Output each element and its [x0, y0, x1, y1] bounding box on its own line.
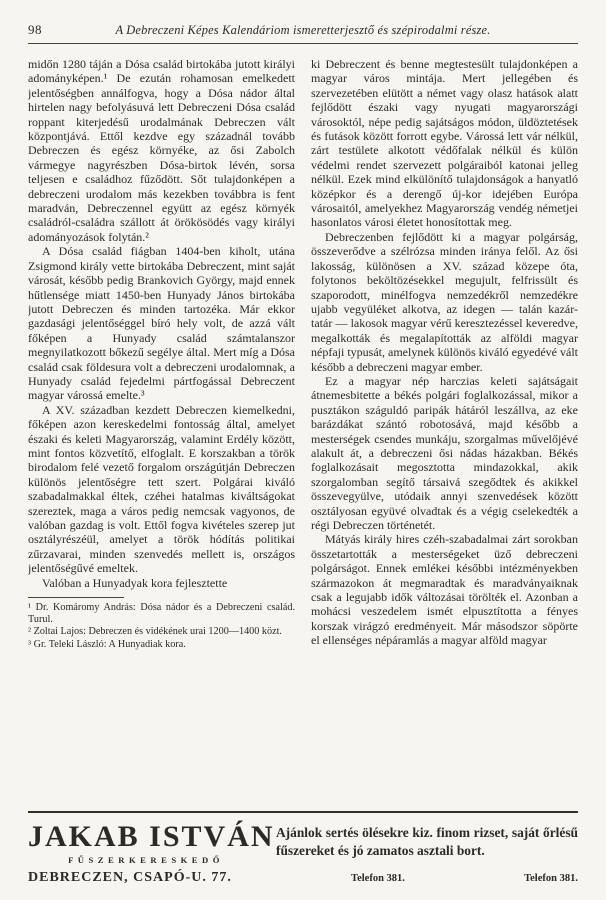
text-columns [28, 57, 578, 802]
paragraph: Valóban a Hunyadyak kora fejlesztette [42, 575, 228, 590]
page-header [28, 22, 578, 44]
paragraph: Ez a magyar nép harczias keleti sajátságait átnemesbitette a békés polgári foglalkozással, mikor a pusztákon száguldó paripák hátáról leszállva, az eke barázdákat szántó robotosává, majd később a mesterségek csendes munkáju, szorgalmas művelőjévé alakult át, a debreczeni ősi nádas házakban. Békés foglalkozásait megosztotta mindazokkal, akik szorgalomban segítő társaivá szegődtek és akikkel összevegyülve, utódaik annyi szenvedések között osztályosan együvé olvadtak és a végig cselekedték a régi Debreczen történetét. [311, 373, 578, 532]
ad-address: DEBRECZEN, CSAPÓ-U. 77. [28, 870, 232, 885]
footnote: ¹ Dr. Komáromy András: Dósa nádor és a Debreczeni család. Turul. [28, 602, 295, 626]
page-title: A Debreczeni Képes Kalendáriom ismeretterjesztő és szépirodalmi része. [115, 23, 491, 37]
ad-offer-text: Ajánlok sertés ölésekre kiz. finom rizset, saját őrlésű fűszereket és jó zamatos asztali bort. [276, 825, 578, 858]
ad-phone-center: Telefon 381. [351, 873, 405, 884]
ad-merchant-name: JAKAB ISTVÁN [28, 820, 275, 853]
ad-merchant-block [28, 820, 275, 865]
paragraph: A Dósa család fiágban 1404-ben kiholt, utána Zsigmond király vette birtokába Debreczent, mint saját városát, később pedig Brankovich György, majd ennek hűtlensége miatt 1450-ben Hunyady János birtokába jutott Debreczen és minden tartozéka. Már ekkor gazdasági jelentőséggel bíró hely volt, de azzá vált főképen a Hunyady család számtalanszor megnyilatkozott bőkezű segélye által. Mert míg a Dósa család csak földesura volt a debreczeni urodalomnak, a Hunyady család fejedelmi pártfogással Debreczent magyar várossá emelte.³ [28, 244, 295, 403]
paragraph: ki Debreczent és benne megtestesült tulajdonképen a magyar város mintája. Mert jellegében és szervezetében elütött a német vagy olasz hatások alatt fejlődött északi vagy nyugati magyarországi városoktól, népe pedig sajátságos módon, üldöztetések és futások között forrott egybe. Várossá lett vár nélkül, zárt testülete alkotott védőfalak nélkül és külön védelmi rendet szervezett polgáraiból katonai jelleg nélkül. Ezek mind elkülönítő tulajdonságok a hanyatló középkor és a derengő új-kor idejében Európa városaitól, amelyekhez Magyarország vendég németjei hasonlatos városi életet honosítottak meg. [311, 57, 578, 230]
footnotes [28, 602, 295, 651]
page-number: 98 [28, 22, 42, 37]
paragraph: Mátyás király hires czéh-szabadalmai zárt sorokban összetartották a mesterségeket üző debreczeni polgárságot. Ennek emlékei későbbi intézményekben származokon át megmaradtak és maradványaiknak csak a legujabb idők változásai törölték el. Azonban a mohácsi veszedelem ismét elpusztította a fényes korszak virágzó eredményeit. Már másodszor söpörte el ellenséges népáramlás a magyar alföld magyar [311, 532, 578, 648]
left-column [28, 57, 295, 802]
ad-bottom-row [28, 870, 578, 888]
paragraph: midőn 1280 táján a Dósa család birtokába jutott királyi adományképen.¹ De ezután rohamosan emelkedett jelentőségben annálfogva, hogy a Dósa nádor által hirtelen nagy befolyásuvá lett Debreczeni Dósa család roppant kiterjedésű urodalmának Debreczen vált központjává. Ettől kezdve egy századnál tovább Debreczen és egész környéke, az ősi Zabolch vármegye nagyrészben Dósa-birtok lévén, sorsa teljesen e családhoz fűződött. Sőt tulajdonképen a debreczeni urodalom más kezekben továbbra is fent maradván, Debreczennel együtt az egész környék családról-családra szállott át örökösödés vagy királyi adományozások folytán.² [28, 57, 295, 244]
ad-top-row [28, 822, 578, 865]
ad-merchant-trade: FŰSZERKERESKEDŐ [68, 855, 224, 865]
paragraph: Debreczenben fejlődött ki a magyar polgárság, összeverődve a szélrózsa minden iránya felől. Az ősi lakosság, különösen a XV. század közepe óta, folytonos beköltözésekkel megujult, felfrissült és szaporodott, minélfogva nemzedékről nemzedékre ujabb vegyüléket alkotva, az idegen — talán kazár-tatár — lakosok magyar vérű keresztezéssel keveredve, megalkották és megalapították az alföldi magyar népfaji typusát, amelynek különös kiváló egyedévé vált később a debreczeni magyar ember. [311, 229, 578, 374]
paragraph: A XV. században kezdett Debreczen kiemelkedni, főképen azon kereskedelmi fontosság által, amelyet északi és keleti Magyarország, valamint Erdély között, mint fontos közvetítő, elfoglalt. E korszakban a török birodalom felé vezető forgalom országútján Debreczen különös jelentőségre tett szert. Polgárai kiváló szabadalmakkal éltek, czéhei hatalmas kiváltságokat szereztek, maga a város pedig nemcsak vagyonos, de valóban gazdag is volt. Ettől fogva kivételes szerep jut osztályrészéül, amelyet a török hódítás politikai zűrzavarai, minden szenvedés mellett is, országos jelentőségűvé emeltek. [28, 402, 295, 576]
ad-phone-right: Telefon 381. [524, 873, 578, 884]
footnote-divider [28, 597, 124, 598]
advertisement [28, 811, 578, 888]
footnote: ³ Gr. Teleki László: A Hunyadiak kora. [28, 638, 186, 650]
footnote: ² Zoltai Lajos: Debreczen és vidékének urai 1200—1400 közt. [28, 626, 282, 638]
right-column [311, 57, 578, 802]
